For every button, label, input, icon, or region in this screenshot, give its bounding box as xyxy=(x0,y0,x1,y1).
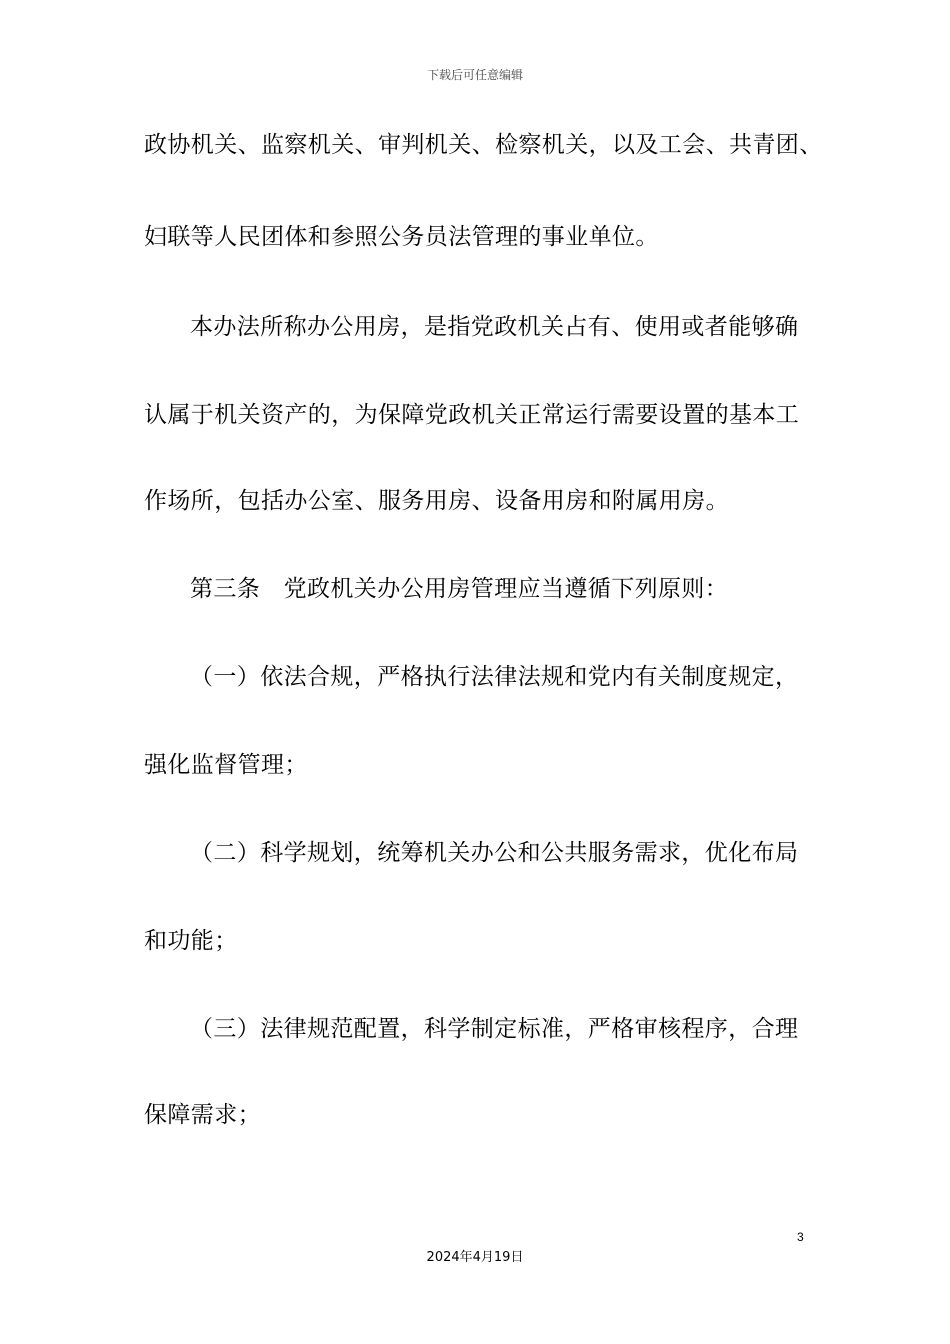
body-line-2: 妇联等人民团体和参照公务员法管理的事业单位。 xyxy=(144,224,659,250)
principle-2-line-1: （二）科学规划，统筹机关办公和公共服务需求，优化布局 xyxy=(190,840,799,866)
page-header: 下载后可任意编辑 xyxy=(426,68,523,82)
principle-2-line-2: 和功能； xyxy=(144,928,238,954)
article-3-heading: 第三条 党政机关办公用房管理应当遵循下列原则： xyxy=(190,576,729,602)
page-footer-date: 2024年4月19日 xyxy=(426,1250,524,1265)
body-line-3: 本办法所称办公用房，是指党政机关占有、使用或者能够确 xyxy=(190,314,799,340)
body-line-4: 认属于机关资产的，为保障党政机关正常运行需要设置的基本工 xyxy=(144,402,800,428)
body-line-5: 作场所，包括办公室、服务用房、设备用房和附属用房。 xyxy=(144,488,729,514)
page-number: 3 xyxy=(797,1230,804,1244)
principle-3-line-2: 保障需求； xyxy=(144,1102,261,1128)
principle-1-line-2: 强化监督管理； xyxy=(144,752,308,778)
principle-1-line-1: （一）依法合规，严格执行法律法规和党内有关制度规定， xyxy=(190,664,799,690)
body-line-1: 政协机关、监察机关、审判机关、检察机关，以及工会、共青团、 xyxy=(144,132,823,158)
principle-3-line-1: （三）法律规范配置，科学制定标准，严格审核程序，合理 xyxy=(190,1016,799,1042)
